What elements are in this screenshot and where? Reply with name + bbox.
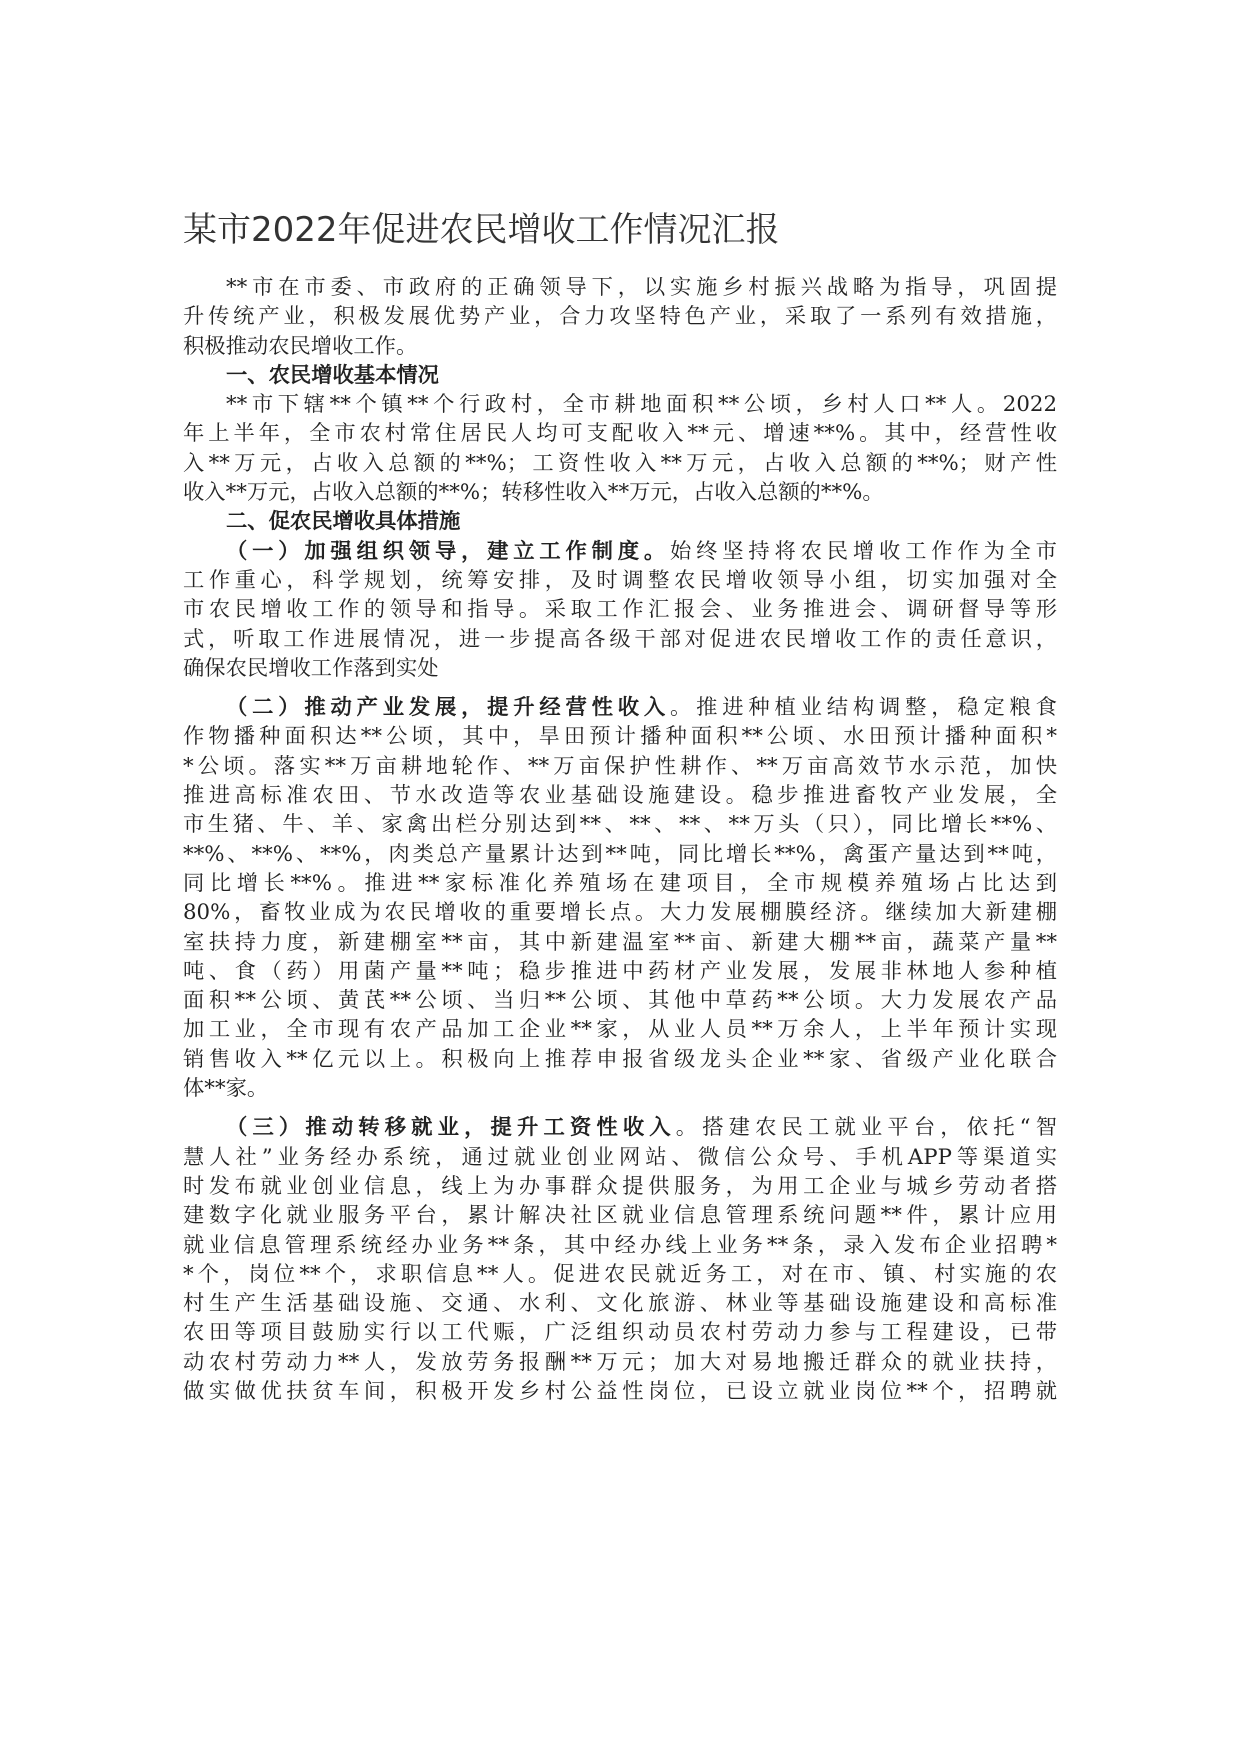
text-line: 吨、食（药）用菌产量**吨；稳步推进中药材产业发展，发展非林地人参种植 <box>183 958 1057 984</box>
document-body <box>183 273 1057 1406</box>
text-line: **市下辖**个镇**个行政村，全市耕地面积**公顷，乡村人口**人。2022 <box>226 392 1057 418</box>
text-line: 市生猪、牛、羊、家禽出栏分别达到**、**、**、**万头（只），同比增长**%、 <box>183 812 1057 838</box>
text-line: 体**家。 <box>183 1076 269 1102</box>
text-line: 入**万元，占收入总额的**%；工资性收入**万元，占收入总额的**%；财产性 <box>183 450 1057 476</box>
text-line: 升传统产业，积极发展优势产业，合力攻坚特色产业，采取了一系列有效措施， <box>183 304 1057 330</box>
text-span: 始终坚持将农民增收工作作为全市 <box>670 538 1057 564</box>
text-line: 市农民增收工作的领导和指导。采取工作汇报会、业务推进会、调研督导等形 <box>183 597 1057 623</box>
text-line: 加工业，全市现有农产品加工企业**家，从业人员**万余人，上半年预计实现 <box>183 1017 1057 1043</box>
section1-paragraph <box>183 390 1057 507</box>
text-line: 室扶持力度，新建棚室**亩，其中新建温室**亩、新建大棚**亩，蔬菜产量** <box>183 929 1057 955</box>
section-heading: 二、促农民增收具体措施 <box>226 509 461 535</box>
text-line: 就业信息管理系统经办业务**条，其中经办线上业务**条，录入发布企业招聘* <box>183 1232 1057 1258</box>
text-line: 建数字化就业服务平台，累计解决社区就业信息管理系统问题**件，累计应用 <box>183 1203 1057 1229</box>
subsection-3 <box>183 1113 1057 1406</box>
text-line: 年上半年，全市农村常住居民人均可支配收入**元、增速**%。其中，经营性收 <box>183 421 1057 447</box>
text-line: 动农村劳动力**人，发放劳务报酬**万元；加大对易地搬迁群众的就业扶持， <box>183 1349 1057 1375</box>
text-line <box>183 1113 1057 1142</box>
subsection-1 <box>183 537 1057 683</box>
text-line: 式，听取工作进展情况，进一步提高各级干部对促进农民增收工作的责任意识， <box>183 626 1057 652</box>
text-span: 。推进种植业结构调整，稳定粮食 <box>670 695 1057 721</box>
text-line: **%、**%、**%，肉类总产量累计达到**吨，同比增长**%，禽蛋产量达到**吨， <box>183 841 1057 867</box>
subsection-title: （三）推动转移就业，提升工资性收入 <box>226 1115 676 1141</box>
text-line: 收入**万元，占收入总额的**%；转移性收入**万元，占收入总额的**%。 <box>183 480 884 506</box>
text-line: *个，岗位**个，求职信息**人。促进农民就近务工，对在市、镇、村实施的农 <box>183 1261 1057 1287</box>
subsection-2 <box>183 693 1057 1103</box>
subsection-title: （二）推动产业发展，提升经营性收入 <box>226 695 671 721</box>
text-line: 推进高标准农田、节水改造等农业基础设施建设。稳步推进畜牧产业发展，全 <box>183 783 1057 809</box>
text-line: 面积**公顷、黄芪**公顷、当归**公顷、其他中草药**公顷。大力发展农产品 <box>183 988 1057 1014</box>
text-line <box>183 537 1057 566</box>
intro-paragraph <box>183 273 1057 361</box>
text-line: 销售收入**亿元以上。积极向上推荐申报省级龙头企业**家、省级产业化联合 <box>183 1046 1057 1072</box>
document-title: 某市2022年促进农民增收工作情况汇报 <box>183 210 780 250</box>
text-line: 80%，畜牧业成为农民增收的重要增长点。大力发展棚膜经济。继续加大新建棚 <box>183 900 1057 926</box>
text-line <box>183 693 1057 722</box>
text-line: *公顷。落实**万亩耕地轮作、**万亩保护性耕作、**万亩高效节水示范，加快 <box>183 753 1057 779</box>
text-line: 做实做优扶贫车间，积极开发乡村公益性岗位，已设立就业岗位**个，招聘就 <box>183 1378 1057 1404</box>
text-line: 同比增长**%。推进**家标准化养殖场在建项目，全市规模养殖场占比达到 <box>183 870 1057 896</box>
text-line: 村生产生活基础设施、交通、水利、文化旅游、林业等基础设施建设和高标准 <box>183 1291 1057 1317</box>
section-heading: 一、农民增收基本情况 <box>226 362 439 388</box>
text-line: 积极推动农民增收工作。 <box>183 333 418 359</box>
text-line: 工作重心，科学规划，统筹安排，及时调整农民增收领导小组，切实加强对全 <box>183 567 1057 593</box>
text-span: 。搭建农民工就业平台，依托“智 <box>675 1115 1057 1141</box>
text-line: 作物播种面积达**公顷，其中，旱田预计播种面积**公顷、水田预计播种面积* <box>183 724 1057 750</box>
text-line: 确保农民增收工作落到实处 <box>183 655 439 681</box>
text-line: 慧人社”业务经办系统，通过就业创业网站、微信公众号、手机APP等渠道实 <box>183 1144 1057 1170</box>
subsection-title: （一）加强组织领导，建立工作制度。 <box>226 538 671 564</box>
text-line: 时发布就业创业信息，线上为办事群众提供服务，为用工企业与城乡劳动者搭 <box>183 1173 1057 1199</box>
text-line: 农田等项目鼓励实行以工代赈，广泛组织动员农村劳动力参与工程建设，已带 <box>183 1320 1057 1346</box>
text-line: **市在市委、市政府的正确领导下，以实施乡村振兴战略为指导，巩固提 <box>226 275 1057 300</box>
